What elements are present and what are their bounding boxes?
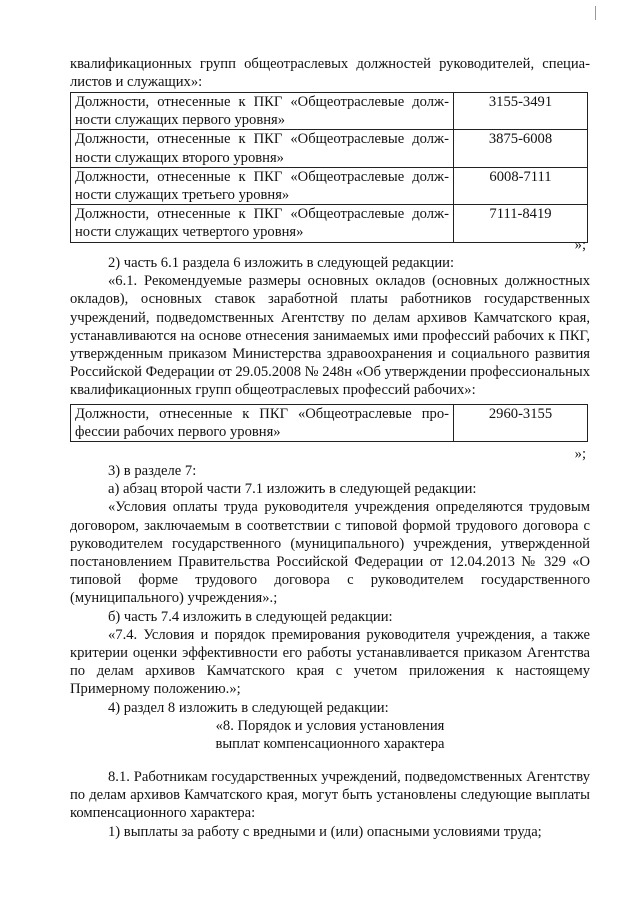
- item-3-quote-a: «Условия оплаты труда руководителя учреждения определяются трудовым договором, заключаемым в соответствии с типовой формой трудового договора с руководителем государственного (муниципального) учреждения, утвержденной постановлением Правительства Российской Федерации от 12.04.2013 № 329 «О типовой форме трудового договора с руководителем государственного (муниципального) учреждения».;: [70, 499, 590, 607]
- intro-paragraph: [70, 55, 590, 91]
- section-8-title-line-2: выплат компенсационного характера: [215, 736, 445, 753]
- table-row: [71, 130, 588, 167]
- table-cell-range: 3155-3491: [454, 93, 588, 130]
- item-3-sub-b: б) часть 7.4 изложить в следующей редакции:: [108, 608, 393, 625]
- table-cell-range: 7111-8419: [454, 205, 588, 242]
- item-3-header: 3) в разделе 7:: [108, 463, 197, 479]
- table-row: [71, 205, 588, 242]
- intro-line-2: листов и служащих»:: [70, 74, 203, 91]
- paragraph-8-1-item-1: 1) выплаты за работу с вредными и (или) опасными условиями труда;: [108, 823, 542, 840]
- cell-line: Должности, отнесенные к ПКГ «Общеотраслевые долж-: [75, 131, 449, 148]
- item-3-block: [70, 462, 590, 717]
- item-4-header: 4) раздел 8 изложить в следующей редакции:: [108, 699, 389, 716]
- table-cell-position: [71, 130, 454, 167]
- paragraph-8-1: 8.1. Работникам государственных учреждений, подведомственных Агентству по делам архивов Камчатского края, могут быть установлены следующие выплаты компенсационного характера:: [70, 769, 590, 822]
- cell-line: ности служащих четвертого уровня»: [75, 224, 304, 241]
- table-cell-range: 3875-6008: [454, 130, 588, 167]
- intro-line-1: квалификационных групп общеотраслевых должностей руководителей, специа-: [70, 56, 590, 72]
- table-cell-position: [71, 205, 454, 242]
- item-2-header: 2) часть 6.1 раздела 6 изложить в следующей редакции:: [108, 255, 455, 271]
- cell-line: Должности, отнесенные к ПКГ «Общеотраслевые долж-: [75, 168, 449, 185]
- table-cell-position: [71, 167, 454, 204]
- cell-line: Должности, отнесенные к ПКГ «Общеотраслевые долж-: [75, 206, 449, 223]
- pkg-salary-table-workers: [70, 404, 588, 442]
- table-row: [71, 167, 588, 204]
- cell-line: Должности, отнесенные к ПКГ «Общеотраслевые долж-: [75, 94, 449, 110]
- table-cell-range: 2960-3155: [454, 405, 588, 442]
- section-8-title: [70, 717, 590, 753]
- pkg-salary-table-employees: [70, 92, 588, 243]
- item-2-body: «6.1. Рекомендуемые размеры основных окладов (основных должностных окладов), основных ставок заработной платы работников государственных учреждений, подведомственных Агентству по делам архивов Камчатского края, устанавливаются на основе отнесения занимаемых ими профессий рабочих к ПКГ, утвержденным приказом Министерства здравоохранения и социального развития Российской Федерации от 29.05.2008 № 248н «Об утверждении профессиональных квалификационных групп общеотраслевых профессий рабочих»:: [70, 273, 590, 399]
- cell-line: фессии рабочих первого уровня»: [75, 424, 281, 441]
- cell-line: ности служащих первого уровня»: [75, 112, 286, 129]
- section-8-body: [70, 768, 590, 841]
- cell-line: ности служащих второго уровня»: [75, 149, 284, 166]
- close-quote-2: »;: [574, 446, 586, 462]
- table-row: [71, 93, 588, 130]
- item-3-quote-b: «7.4. Условия и порядок премирования руководителя учреждения, а также критерии оценки эффективности его работы устанавливается приказом Агентства по делам архивов Камчатского края с учетом приложения к настоящему Примерному положению.»;: [70, 626, 590, 698]
- item-3-sub-a: а) абзац второй части 7.1 изложить в следующей редакции:: [108, 481, 477, 498]
- cell-line: ности служащих третьего уровня»: [75, 187, 290, 204]
- item-2-block: [70, 254, 590, 400]
- close-quote-1: »;: [574, 237, 586, 253]
- table-cell-position: [71, 93, 454, 130]
- section-8-title-line-1: «8. Порядок и условия установления: [215, 718, 445, 734]
- table-row: [71, 405, 588, 442]
- table-cell-position: [71, 405, 454, 442]
- margin-mark: [595, 6, 596, 20]
- cell-line: Должности, отнесенные к ПКГ «Общеотраслевые про-: [75, 406, 449, 422]
- table-cell-range: 6008-7111: [454, 167, 588, 204]
